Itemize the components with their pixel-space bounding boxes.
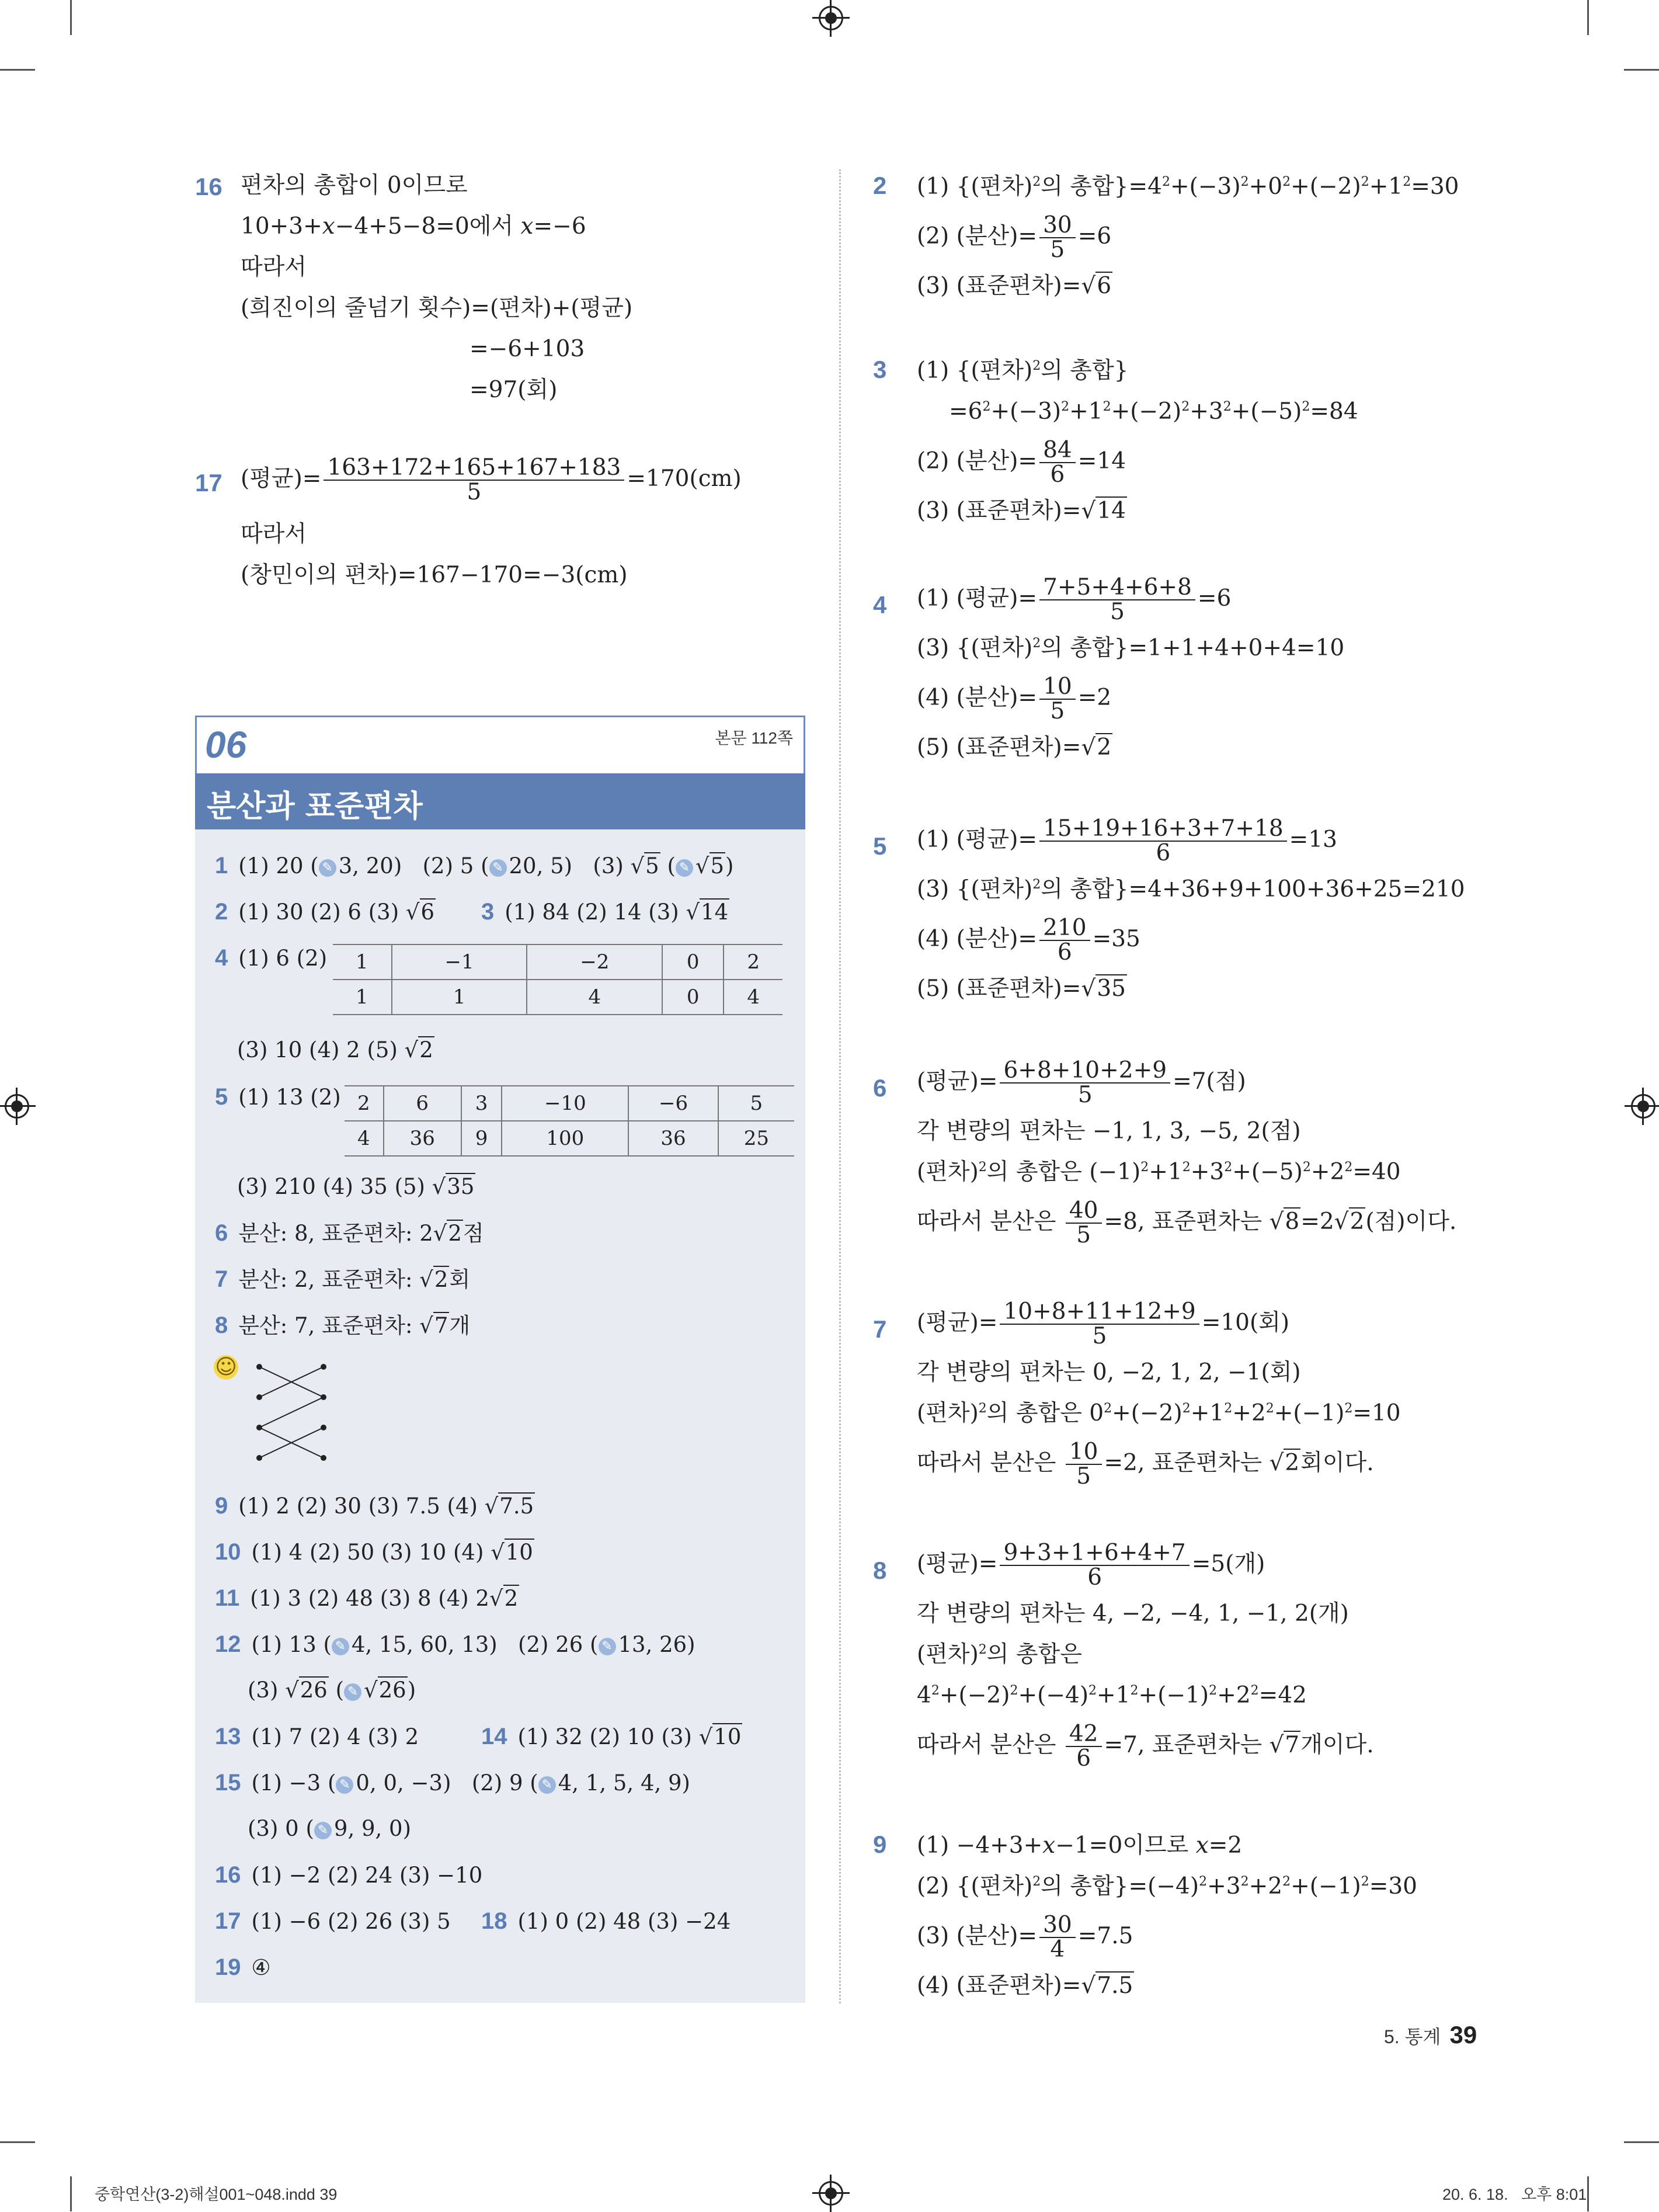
problem-number: 8: [873, 1557, 887, 1584]
answer-8: 8 분산: 7, 표준편차: √7개: [215, 1312, 471, 1338]
formula-line: (3) {(편차)$^2$의 총합}=4+36+9+100+36+25=210: [917, 876, 1465, 902]
crop-mark: [0, 2141, 35, 2143]
answer-15: 15 (1) −3 ( ✎ 0, 0, −3) (2) 9 ( ✎ 4, 1, 5, 4, 9): [215, 1770, 690, 1796]
answer-11: 11 (1) 3 (2) 48 (3) 8 (4) 2√2: [215, 1585, 519, 1611]
page-reference: 본문 112쪽: [715, 729, 793, 747]
problem-number: 3: [873, 356, 887, 383]
table-cell: 4: [527, 980, 662, 1015]
answer-5: 5 (1) 13 (2): [215, 1084, 341, 1110]
formula-line: (5) (표준편차)=√2: [917, 734, 1112, 761]
table-cell: 2: [345, 1086, 384, 1121]
problem-number: 7: [873, 1315, 887, 1343]
formula-line: $4^2+(-2)^2+(-4)^2+1^2+(-1)^2+2^2=42$: [917, 1682, 1307, 1709]
answer-13: 13 (1) 7 (2) 4 (3) 2: [215, 1724, 419, 1749]
answer-17: 17 (1) −6 (2) 26 (3) 5: [215, 1908, 451, 1934]
table-cell: 1: [392, 980, 527, 1015]
table-cell: 4: [345, 1121, 384, 1156]
text-line: (창민이의 편차)=167−170=−3(cm): [241, 562, 628, 588]
registration-mark-icon: [1631, 1094, 1655, 1119]
solution-2: [873, 164, 1545, 321]
formula-line: (편차)$^2$의 총합은 $0^2+(-2)^2+1^2+2^2+(-1)^2=10$: [917, 1400, 1401, 1426]
solution-7: [873, 1297, 1545, 1507]
answer-1: 1 (1) 20 ( ✎ 3, 20) (2) 5 ( ✎ 20, 5) (3) √5 ( ✎ √5): [215, 853, 734, 878]
problem-number: 4: [873, 591, 887, 619]
answer-18: 18 (1) 0 (2) 48 (3) −24: [481, 1908, 731, 1934]
solution-6: [873, 1055, 1545, 1266]
table-cell: 1: [333, 944, 392, 980]
table-cell: 9: [461, 1121, 502, 1156]
answer-5-cont: (3) 210 (4) 35 (5) √35: [237, 1174, 475, 1199]
page-number: 39: [1449, 2021, 1477, 2048]
problem-number: 17: [195, 469, 222, 496]
table-cell: −2: [527, 944, 662, 980]
crop-mark: [1587, 2176, 1589, 2211]
answer-12: 12 (1) 13 ( ✎ 4, 15, 60, 13) (2) 26 ( ✎ 13, 26): [215, 1631, 695, 1657]
formula-line: (4) (표준편차)=√7.5: [917, 1973, 1133, 1999]
formula-line: (평균)= $\frac{9+3+1+6+4+7}{6}$ =5(개): [917, 1540, 1265, 1591]
text-line: (희진이의 줄넘기 횟수)=(편차)+(평균): [241, 295, 633, 321]
solution-9: [873, 1822, 1545, 2015]
text-line: 각 변량의 편차는 0, −2, 1, 2, −1(회): [917, 1359, 1301, 1385]
right-column: [873, 158, 1545, 2015]
slug-filename: 중학연산(3-2)해설001~048.indd 39: [95, 2186, 338, 2203]
answer-7: 7 분산: 2, 표준편차: √2회: [215, 1266, 471, 1292]
solution-16: [195, 168, 779, 414]
table-cell: −6: [628, 1086, 718, 1121]
table-cell: 1: [333, 980, 392, 1015]
answer-14: 14 (1) 32 (2) 10 (3) √10: [481, 1724, 742, 1749]
formula-line: (3) (분산)= $\frac{30}{4}$ =7.5: [917, 1912, 1133, 1963]
answer-19: 19 ④: [215, 1954, 271, 1980]
table-cell: 3: [461, 1086, 502, 1121]
crop-mark: [0, 69, 35, 71]
section-title-bar: [195, 773, 805, 829]
formula-line: (4) (분산)= $\frac{210}{6}$ =35: [917, 915, 1140, 966]
matching-diagram: [253, 1361, 335, 1466]
formula-line: (5) (표준편차)=√35: [917, 975, 1126, 1002]
answer-2: 2 (1) 30 (2) 6 (3) √6: [215, 899, 435, 925]
answer-3: 3 (1) 84 (2) 14 (3) √14: [481, 899, 729, 925]
formula-line: $=6^2+(-3)^2+1^2+(-2)^2+3^2+(-5)^2=84$: [949, 398, 1358, 425]
table-cell: −10: [502, 1086, 628, 1121]
column-divider: [839, 169, 841, 2003]
formula-line: (1) {(편차)$^2$의 총합}$=4^2+(-3)^2+0^2+(-2)^2+1^2=30$: [917, 173, 1459, 200]
crop-mark: [70, 2176, 72, 2211]
pencil-icon: ✎: [538, 1776, 556, 1794]
solution-4: [873, 572, 1545, 783]
formula-line: 따라서 분산은 $\frac{10}{5}$ =2, 표준편차는 √2회이다.: [917, 1439, 1374, 1489]
formula-line: (1) (평균)= $\frac{15+19+16+3+7+18}{6}$ =13: [917, 815, 1337, 866]
crop-mark: [70, 0, 72, 35]
text-line: 각 변량의 편차는 −1, 1, 3, −5, 2(점): [917, 1118, 1301, 1144]
table-cell: 25: [718, 1121, 794, 1156]
section-number: 06: [205, 724, 247, 766]
table-row: [345, 1086, 794, 1121]
registration-mark-icon: [819, 2181, 843, 2206]
crop-mark: [1624, 2141, 1659, 2143]
formula-line: (3) {(편차)$^2$의 총합}=1+1+4+0+4=10: [917, 635, 1345, 661]
deviation-table-5: [345, 1085, 794, 1157]
chapter-label: 5. 통계: [1384, 2026, 1441, 2047]
formula-line: (2) {(편차)$^2$의 총합}$=(-4)^2+3^2+2^2+(-1)^2=30$: [917, 1873, 1417, 1900]
text-line: 10+3+𝑥−4+5−8=0에서 𝑥=−6: [241, 213, 586, 239]
table-cell: 2: [724, 944, 782, 980]
formula-line: (4) (분산)= $\frac{10}{5}$ =2: [917, 673, 1112, 724]
table-cell: 5: [718, 1086, 794, 1121]
formula-line: (1) (평균)= $\frac{7+5+4+6+8}{5}$ =6: [917, 574, 1232, 625]
problem-number: 2: [873, 172, 887, 199]
formula-line: 따라서 분산은 $\frac{40}{5}$ =8, 표준편차는 √8=2√2(점)이다.: [917, 1197, 1457, 1248]
problem-number: 5: [873, 832, 887, 860]
formula-line: (2) (분산)= $\frac{84}{6}$ =14: [917, 437, 1126, 488]
answer-12-cont: (3) √26 ( ✎ √26): [248, 1678, 416, 1703]
answer-4-cont: (3) 10 (4) 2 (5) √2: [237, 1037, 433, 1062]
smiley-icon: ☺: [214, 1355, 238, 1380]
text-line: 따라서: [241, 521, 307, 547]
section-header: [195, 716, 805, 775]
formula-line: (2) (분산)= $\frac{30}{5}$ =6: [917, 212, 1112, 263]
registration-mark-icon: [819, 6, 843, 30]
formula-line: (1) −4+3+𝑥−1=0이므로 𝑥=2: [917, 1832, 1243, 1859]
problem-number: 9: [873, 1831, 887, 1858]
problem-number: 6: [873, 1074, 887, 1102]
formula-line: (평균)= $\frac{163+172+165+167+183}{5}$ =170(cm): [241, 454, 742, 505]
table-cell: 0: [662, 980, 724, 1015]
formula-line: (편차)$^2$의 총합은: [917, 1641, 1082, 1668]
answer-6: 6 분산: 8, 표준편차: 2√2점: [215, 1220, 484, 1246]
solution-8: [873, 1538, 1545, 1789]
pencil-icon: ✎: [599, 1638, 616, 1655]
solution-3: [873, 348, 1545, 540]
table-cell: −1: [392, 944, 527, 980]
table-cell: 4: [724, 980, 782, 1015]
table-cell: 0: [662, 944, 724, 980]
solution-17: [195, 453, 779, 599]
table-cell: 6: [384, 1086, 461, 1121]
formula-line: (3) (표준편차)=√6: [917, 273, 1112, 299]
page-footer: [1384, 2021, 1477, 2049]
section-title: 분산과 표준편차: [207, 789, 423, 824]
table-row: [345, 1121, 794, 1156]
pencil-icon: ✎: [319, 859, 336, 877]
text-line: 따라서: [241, 254, 307, 280]
answer-9: 9 (1) 2 (2) 30 (3) 7.5 (4) √7.5: [215, 1493, 534, 1519]
text-line: 편차의 총합이 0이므로: [241, 172, 468, 199]
table-cell: 36: [628, 1121, 718, 1156]
pencil-icon: ✎: [332, 1638, 349, 1655]
formula-line: (편차)$^2$의 총합은 $(-1)^2+1^2+3^2+(-5)^2+2^2=40$: [917, 1159, 1401, 1185]
formula-line: (1) {(편차)$^2$의 총합}: [917, 357, 1129, 384]
formula-line: (3) (표준편차)=√14: [917, 498, 1126, 524]
solution-5: [873, 814, 1545, 1024]
pencil-icon: ✎: [344, 1683, 361, 1701]
crop-mark: [1587, 0, 1589, 35]
formula-line: (평균)= $\frac{6+8+10+2+9}{5}$ =7(점): [917, 1057, 1246, 1108]
pencil-icon: ✎: [676, 859, 693, 877]
table-cell: 100: [502, 1121, 628, 1156]
answer-list: [195, 829, 805, 2001]
text-line: =97(회): [469, 377, 558, 403]
answer-10: 10 (1) 4 (2) 50 (3) 10 (4) √10: [215, 1539, 533, 1565]
formula-line: (평균)= $\frac{10+8+11+12+9}{5}$ =10(회): [917, 1298, 1290, 1349]
pencil-icon: ✎: [314, 1822, 332, 1839]
slug-date: 20. 6. 18. 오후 8:01: [1442, 2186, 1587, 2203]
answer-16: 16 (1) −2 (2) 24 (3) −10: [215, 1862, 483, 1888]
table-row: [333, 944, 782, 980]
table-row: [333, 980, 782, 1015]
text-line: =−6+103: [469, 336, 585, 362]
pencil-icon: ✎: [336, 1776, 353, 1794]
answer-15-cont: (3) 0 ( ✎ 9, 9, 0): [248, 1816, 412, 1841]
answer-4: 4 (1) 6 (2): [215, 945, 328, 971]
table-cell: 36: [384, 1121, 461, 1156]
pencil-icon: ✎: [489, 859, 507, 877]
problem-number: 16: [195, 173, 222, 200]
formula-line: 따라서 분산은 $\frac{42}{6}$ =7, 표준편차는 √7개이다.: [917, 1721, 1374, 1772]
registration-mark-icon: [5, 1094, 29, 1119]
deviation-table-4: [333, 944, 782, 1015]
text-line: 각 변량의 편차는 4, −2, −4, 1, −1, 2(개): [917, 1600, 1349, 1627]
crop-mark: [1624, 69, 1659, 71]
